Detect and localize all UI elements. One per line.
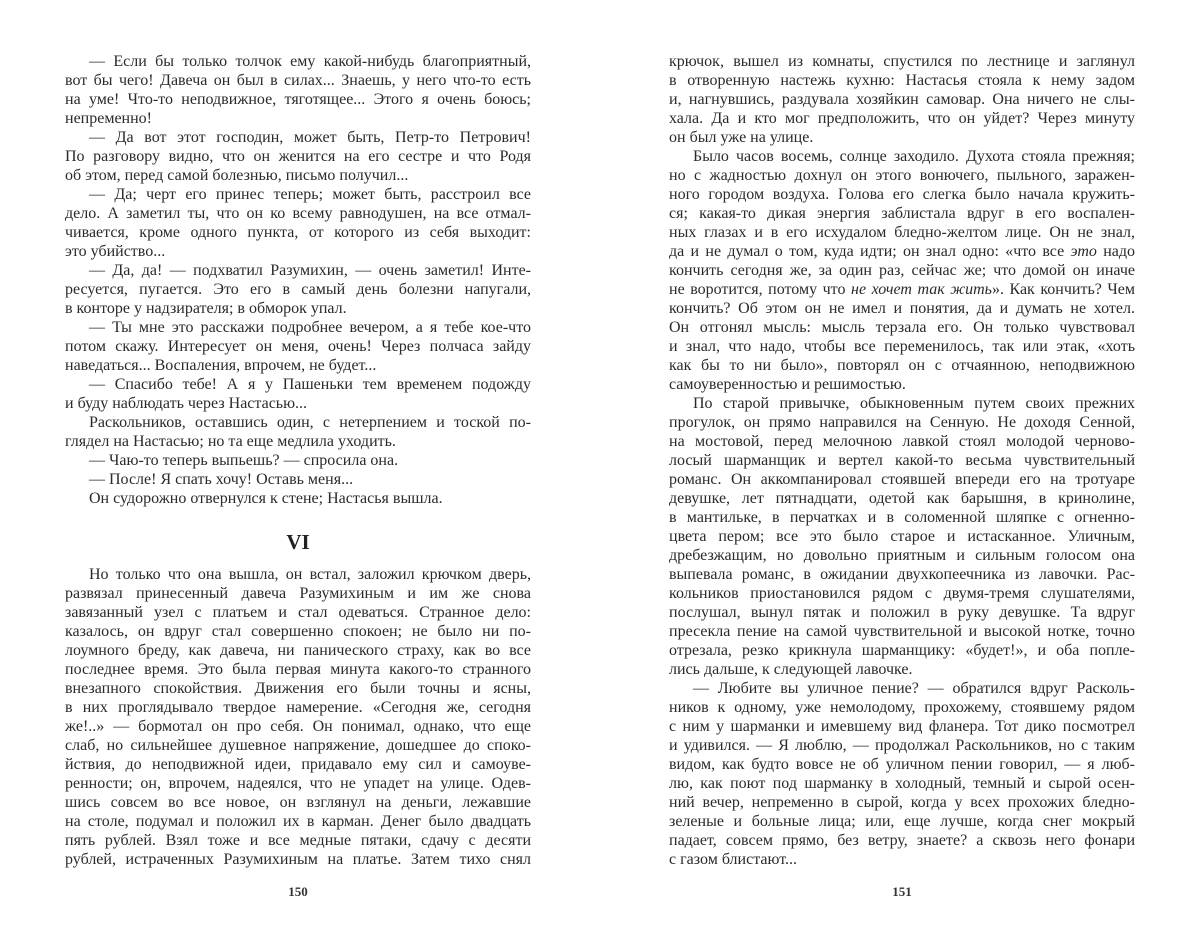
text-line: ного городом воздуха. Голова его слегка было начала кружить- bbox=[669, 186, 1135, 203]
text-line: ных глазах и в его исхудалом бледно-желтом лице. Он не знал, bbox=[669, 224, 1135, 241]
text-line: и знал, что надо, чтобы все переменилось, так или этак, «хоть bbox=[669, 338, 1135, 355]
text-line: Он судорожно отвернулся к стене; Настасья вышла. bbox=[89, 490, 443, 507]
text-line: в мантильке, в перчатках и в соломенной шляпке с огненно- bbox=[669, 509, 1135, 526]
text-line: лосый шарманщик и вертел какой-то весьма чувствительный bbox=[669, 452, 1135, 469]
text-line: цвета пером; все это было старое и истасканное. Уличным, bbox=[669, 528, 1135, 545]
text-line: рублей, истраченных Разумихиным на платье. Затем тихо снял bbox=[65, 851, 531, 868]
text-line: падает, совсем прямо, без ветру, знаете? а сквозь него фонари bbox=[669, 832, 1135, 849]
italic-emphasis: не хочет так жить bbox=[851, 281, 992, 298]
text-line: — Ты мне это расскажи подробнее вечером, а я тебе кое-что bbox=[89, 319, 531, 336]
text-line: ренности; он, впрочем, надеялся, что не упадет на улице. Одев- bbox=[65, 775, 531, 792]
text-line: — Чаю-то теперь выпьешь? — спросила она. bbox=[89, 452, 399, 469]
italic-emphasis: это bbox=[1070, 243, 1097, 260]
text-line: ний вечер, непременно в сырой, когда у всех прохожих бледно- bbox=[669, 794, 1135, 811]
left-page-text-block-2 bbox=[65, 565, 531, 869]
text-line: казалось, он вдруг стал совершенно спокоен; не было ни по- bbox=[65, 623, 531, 640]
text-line: Но только что она вышла, он встал, заложил крючком дверь, bbox=[89, 566, 531, 583]
text-line: Раскольников, оставшись один, с нетерпением и тоской по- bbox=[89, 414, 531, 431]
text-line: — Да вот этот господин, может быть, Петр-то Петрович! bbox=[89, 129, 531, 146]
text-line: — Если бы только толчок ему какой-нибудь благоприятный, bbox=[89, 53, 531, 70]
text-line: — Да, да! — подхватил Разумихин, — очень заметил! Инте- bbox=[89, 262, 531, 279]
text-line: пресекла пение на самой чувствительной и высокой нотке, точно bbox=[669, 623, 1135, 640]
text-line: лоумного бреду, как давеча, ни панического страху, как во все bbox=[65, 642, 531, 659]
text-line: — Любите вы уличное пение? — обратился вдруг Расколь- bbox=[693, 680, 1135, 697]
text-line: пять рублей. Взял тоже и все медные пятаки, сдачу с десяти bbox=[65, 832, 531, 849]
page-number-right: 151 bbox=[892, 884, 912, 899]
text-line: на мостовой, перед мелочною лавкой стоял молодой черново- bbox=[669, 433, 1135, 450]
text-line: в них проглядывало твердое намерение. «Сегодня же, сегодня bbox=[65, 699, 531, 716]
text-line: кончить? Об этом он не имел и понятия, да и думать не хотел. bbox=[669, 300, 1135, 317]
text-line: развязал принесенный давеча Разумихиным и им же снова bbox=[65, 585, 531, 602]
text-line: с ним у шарманки и имевшему вид фланера. Тот дико посмотрел bbox=[669, 718, 1135, 735]
text-line bbox=[669, 242, 1135, 261]
text-segment: ». Как кончить? Чем bbox=[991, 281, 1136, 298]
text-segment: надо bbox=[1096, 243, 1135, 260]
text-line: в отворенную настежь кухню: Настасья стояла к нему задом bbox=[669, 72, 1135, 89]
text-line: глядел на Настасью; но та еще медлила уходить. bbox=[65, 433, 396, 450]
page-number-left: 150 bbox=[288, 884, 308, 899]
text-line: последнее время. Это была первая минута какого-то странного bbox=[65, 661, 531, 678]
text-line: на уме! Что-то неподвижное, тяготящее... Этого я очень боюсь; bbox=[65, 91, 531, 108]
text-line: на столе, подумал и положил их в карман. Денег было двадцать bbox=[65, 813, 531, 830]
text-line: зеленые и больные лица; или, еще лучше, когда снег мокрый bbox=[669, 813, 1135, 830]
text-line: как бы то ни было», повторял он с отчаянною, неподвижною bbox=[669, 357, 1135, 374]
text-line: дребезжащим, но довольно приятным и сильным голосом она bbox=[669, 547, 1135, 564]
text-line: с газом блистают... bbox=[669, 851, 798, 868]
text-line: отрезала, резко крикнула шарманщику: «будет!», и оба поплe- bbox=[669, 642, 1135, 659]
text-line: лись дальше, к следующей лавочке. bbox=[669, 661, 913, 678]
text-line: — Да; черт его принес теперь; может быть, расстроил все bbox=[89, 186, 531, 203]
text-line: и удивился. — Я люблю, — продолжал Раскольников, но с таким bbox=[669, 737, 1135, 754]
text-line: прогулок, он прямо направился на Сенную. Не доходя Сенной, bbox=[669, 414, 1135, 431]
text-line: По старой привычке, обыкновенным путем своих прежних bbox=[693, 395, 1135, 412]
text-line: вот бы чего! Давеча он был в силах... Знаешь, у него что-то есть bbox=[65, 72, 531, 89]
text-line: и буду наблюдать через Настасью... bbox=[65, 395, 308, 412]
text-line: кончить сегодня же, за один раз, сейчас же; что домой он иначе bbox=[669, 262, 1135, 279]
text-line: и, нагнувшись, раздувала хозяйкин самовар. Она ничего не слы- bbox=[669, 91, 1135, 108]
text-segment: не воротится, потому что bbox=[669, 281, 851, 298]
text-line: — Спасибо тебе! А я у Пашеньки тем временем подожду bbox=[89, 376, 531, 393]
text-line: чивается, кроме одного пункта, от которого из себя выходит: bbox=[65, 224, 531, 241]
text-line: романс. Он аккомпанировал стоявшей впереди его на тротуаре bbox=[669, 471, 1135, 488]
text-line bbox=[669, 280, 1135, 299]
text-line: крючок, вышел из комнаты, спустился по лестнице и заглянул bbox=[669, 53, 1135, 70]
text-line: самоуверенностью и решимостью. bbox=[669, 376, 906, 393]
text-line: но с жадностью дохнул он этого вонючего, пыльного, заражен- bbox=[669, 167, 1135, 184]
text-line: завязанный узел с платьем и стал одеваться. Странное дело: bbox=[65, 604, 531, 621]
text-line: он был уже на улице. bbox=[669, 129, 814, 146]
left-page-text-block-1 bbox=[65, 52, 531, 508]
text-line: непременно! bbox=[65, 110, 153, 127]
text-line: послушал, вынул пятак и положил в руку девушке. Та вдруг bbox=[669, 604, 1135, 621]
text-line: же!..» — бормотал он про себя. Он понимал, однако, что еще bbox=[65, 718, 531, 735]
text-line: об этом, перед самой болезнью, письмо получил... bbox=[65, 167, 409, 184]
text-line: в конторе у надзирателя; в обморок упал. bbox=[65, 300, 347, 317]
text-line: ресуется, пугается. Это его в самый день болезни напугали, bbox=[65, 281, 531, 298]
text-line: хала. Да и кто мог предположить, что он уйдет? Через минуту bbox=[669, 110, 1135, 127]
text-line: шись совсем во все новое, он взглянул на деньги, лежавшие bbox=[65, 794, 531, 811]
text-segment: да и не думал о том, куда идти; он знал одно: «что все bbox=[669, 243, 1071, 260]
text-line: выпевала романс, в ожидании двухкопеечника из лавочки. Рас- bbox=[669, 566, 1135, 583]
text-line: дело. А заметил ты, что он ко всему равнодушен, на все отмал- bbox=[65, 205, 531, 222]
text-line: Он отгонял мысль: мысль терзала его. Он только чувствовал bbox=[669, 319, 1135, 336]
text-line: слаб, но сильнейшее душевное напряжение, дошедшее до споко- bbox=[65, 737, 531, 754]
chapter-heading: VI bbox=[286, 530, 310, 554]
text-line: — После! Я спать хочу! Оставь меня... bbox=[89, 471, 354, 488]
text-line: это убийство... bbox=[65, 243, 166, 260]
text-line: йствия, до неподвижной идеи, придавало ему сил и самоуве- bbox=[65, 756, 531, 773]
text-line: Было часов восемь, солнце заходило. Духота стояла прежняя; bbox=[693, 148, 1135, 165]
text-line: наведаться... Воспаления, впрочем, не будет... bbox=[65, 357, 377, 374]
right-page-text-block bbox=[669, 52, 1135, 869]
text-line: ников к одному, уже немолодому, прохожему, стоявшему рядом bbox=[669, 699, 1135, 716]
text-line: ся; какая-то дикая энергия заблистала вдруг в его воспален- bbox=[669, 205, 1135, 222]
text-line: внезапного спокойствия. Движения его были точны и ясны, bbox=[65, 680, 531, 697]
text-line: потом скажу. Интересует он меня, очень! Через полчаса зайду bbox=[65, 338, 531, 355]
text-line: девушке, лет пятнадцати, одетой как барышня, в кринолине, bbox=[669, 490, 1135, 507]
text-line: лю, как поют под шарманку в холодный, темный и сырой осен- bbox=[669, 775, 1135, 792]
text-line: видом, как будто вовсе не об уличном пении говорил, — я люб- bbox=[669, 756, 1135, 773]
text-line: кольников приостановился рядом с двумя-тремя слушателями, bbox=[669, 585, 1135, 602]
text-line: По разговору видно, что он женится на его сестре и что Родя bbox=[65, 148, 531, 165]
